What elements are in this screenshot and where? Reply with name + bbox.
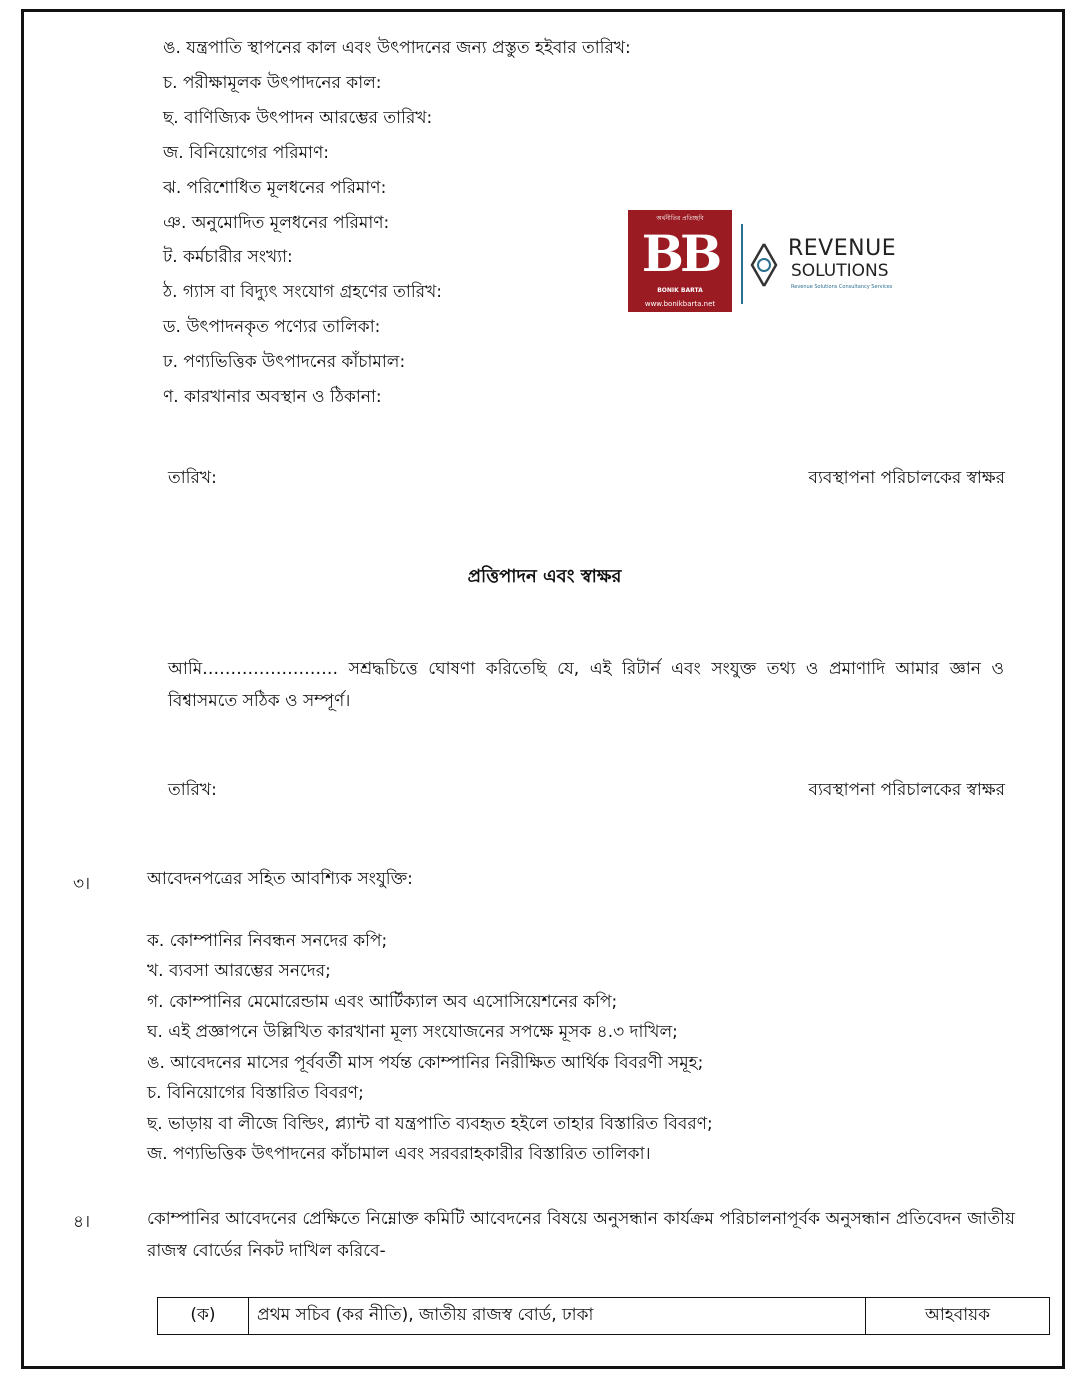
revenue-solutions-icon xyxy=(746,240,782,290)
bonik-barta-logo: অর্থনীতির প্রতিচ্ছবি BB BONIK BARTA www.bonikbarta.net xyxy=(628,210,732,312)
revenue-solutions-subtitle: SOLUTIONS xyxy=(791,261,889,281)
list-item: ক. কোম্পানির নিবন্ধন সনদের কপি; xyxy=(147,931,388,951)
field-item: ঞ. অনুমোদিত মূলধনের পরিমাণ: xyxy=(163,213,390,233)
list-item: ছ. ভাড়ায় বা লীজে বিল্ডিং, প্ল্যান্ট বা যন্ত্রপাতি ব্যবহৃত হইলে তাহার বিস্তারিত বিবরণ; xyxy=(147,1114,713,1134)
declaration-heading: প্রত্তিপাদন এবং স্বাক্ষর xyxy=(467,566,622,587)
serial-cell: (ক) xyxy=(158,1298,249,1335)
date-label: তারিখ: xyxy=(168,780,217,800)
field-item: ঝ. পরিশোধিত মূলধনের পরিমাণ: xyxy=(163,178,387,198)
declaration-text: আমি…………………… সশ্রদ্ধচিত্তে ঘোষণা করিতেছি যে, এই রিটার্ন এবং সংযুক্ত তথ্য ও প্রমাণাদি আমার জ্ঞান ও বিশ্বাসমতে সঠিক ও সম্পূর্ণ। xyxy=(168,659,1004,711)
field-item: ঢ. পণ্যভিত্তিক উৎপাদনের কাঁচামাল: xyxy=(163,352,406,372)
field-item: ঙ. যন্ত্রপাতি স্থাপনের কাল এবং উৎপাদনের জন্য প্রস্তুত হইবার তারিখ: xyxy=(163,38,631,58)
field-item: ঠ. গ্যাস বা বিদ্যুৎ সংযোগ গ্রহণের তারিখ: xyxy=(163,282,442,302)
section-4-text: কোম্পানির আবেদনের প্রেক্ষিতে নিম্নোক্ত কমিটি আবেদনের বিষয়ে অনুসন্ধান কার্যক্রম পরিচালনাপূর্বক অনুসন্ধান প্রতিবেদন জাতীয় রাজস্ব বোর্ডের নিকট দাখিল করিবে- xyxy=(147,1209,1015,1261)
field-item: জ. বিনিয়োগের পরিমাণ: xyxy=(163,143,329,163)
signature-label: ব্যবস্থাপনা পরিচালকের স্বাক্ষর xyxy=(808,468,1005,488)
signature-label: ব্যবস্থাপনা পরিচালকের স্বাক্ষর xyxy=(808,780,1005,800)
member-cell: প্রথম সচিব (কর নীতি), জাতীয় রাজস্ব বোর্ড, ঢাকা xyxy=(249,1298,866,1335)
field-item: ট. কর্মচারীর সংখ্যা: xyxy=(163,247,293,267)
section-4-number: ৪। xyxy=(73,1212,91,1232)
section-3-number: ৩। xyxy=(73,874,91,894)
field-item: ছ. বাণিজ্যিক উৎপাদন আরম্ভের তারিখ: xyxy=(163,108,433,128)
revenue-solutions-title: REVENUE xyxy=(788,236,897,261)
list-item: ঘ. এই প্রজ্ঞাপনে উল্লিখিত কারখানা মূল্য সংযোজনের সপক্ষে মূসক ৪.৩ দাখিল; xyxy=(147,1022,678,1042)
list-item: জ. পণ্যভিত্তিক উৎপাদনের কাঁচামাল এবং সরবরাহকারীর বিস্তারিত তালিকা। xyxy=(147,1144,651,1164)
field-item: চ. পরীক্ষামূলক উৎপাদনের কাল: xyxy=(163,73,382,93)
list-item: খ. ব্যবসা আরম্ভের সনদের; xyxy=(147,961,331,981)
field-item: ণ. কারখানার অবস্থান ও ঠিকানা: xyxy=(163,387,382,407)
role-cell: আহবায়ক xyxy=(866,1298,1050,1335)
date-label: তারিখ: xyxy=(168,468,217,488)
field-item: ড. উৎপাদনকৃত পণ্যের তালিকা: xyxy=(163,317,381,337)
logo-divider xyxy=(741,224,743,304)
list-item: চ. বিনিয়োগের বিস্তারিত বিবরণ; xyxy=(147,1083,364,1103)
list-item: ঙ. আবেদনের মাসের পূর্ববর্তী মাস পর্যন্ত কোম্পানির নিরীক্ষিত আর্থিক বিবরণী সমূহ; xyxy=(147,1053,704,1073)
watermark-logo xyxy=(628,210,910,312)
revenue-solutions-tagline: Revenue Solutions Consultancy Services xyxy=(791,284,893,290)
committee-table xyxy=(157,1297,1050,1335)
list-item: গ. কোম্পানির মেমোরেন্ডাম এবং আর্টিক্যাল অব এসোসিয়েশনের কপি; xyxy=(147,992,618,1012)
section-3-title: আবেদনপত্রের সহিত আবশ্যিক সংযুক্তি: xyxy=(147,869,413,889)
table-row xyxy=(158,1298,1050,1335)
